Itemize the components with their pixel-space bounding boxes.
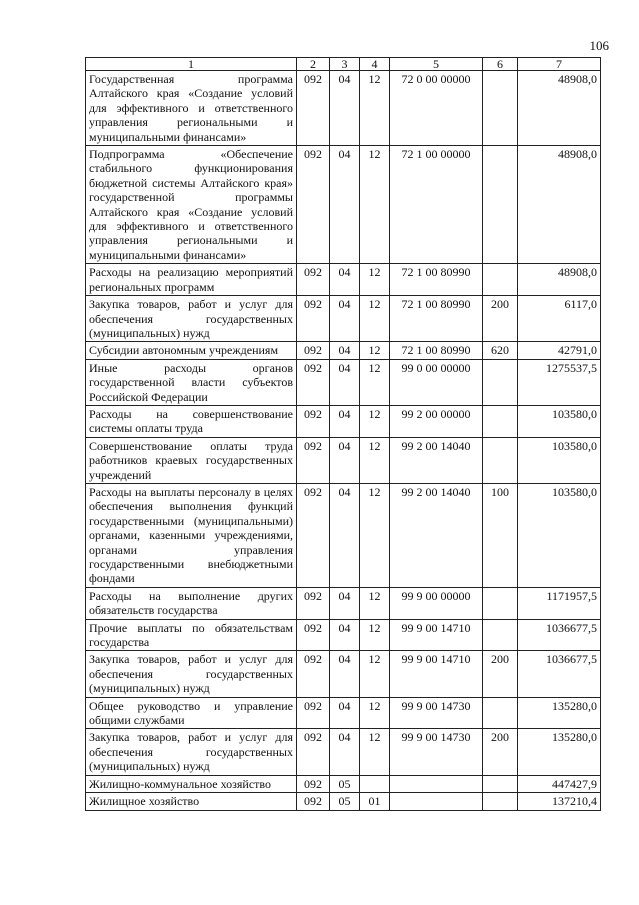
- row-name-cell: Закупка товаров, работ и услуг для обеспечения государственных (муниципальных) нужд: [86, 296, 297, 342]
- row-vr-cell: 200: [483, 729, 518, 775]
- row-name-cell: Общее руководство и управление общими службами: [86, 697, 297, 729]
- row-name-cell: Жилищно-коммунальное хозяйство: [86, 775, 297, 792]
- row-name-cell: Субсидии автономным учреждениям: [86, 342, 297, 359]
- row-pr-cell: 12: [360, 437, 390, 483]
- row-sum-cell: 135280,0: [518, 697, 601, 729]
- row-csr-cell: 72 1 00 00000: [390, 146, 483, 264]
- table-row: [86, 146, 601, 264]
- row-sum-cell: 1036677,5: [518, 651, 601, 697]
- row-rz-cell: 05: [330, 793, 360, 810]
- row-rz-cell: 05: [330, 775, 360, 792]
- budget-table: [85, 57, 601, 811]
- row-csr-cell: 72 1 00 80990: [390, 264, 483, 296]
- table-row: [86, 359, 601, 405]
- row-name-cell: Расходы на выполнение других обязательств государства: [86, 587, 297, 619]
- row-gr-cell: 092: [297, 587, 330, 619]
- row-pr-cell: 12: [360, 619, 390, 651]
- row-rz-cell: 04: [330, 71, 360, 146]
- row-sum-cell: 103580,0: [518, 437, 601, 483]
- row-csr-cell: 99 0 00 00000: [390, 359, 483, 405]
- row-name-cell: Расходы на реализацию мероприятий региональных программ: [86, 264, 297, 296]
- header-col-6: 6: [483, 58, 518, 71]
- row-vr-cell: 200: [483, 651, 518, 697]
- row-pr-cell: 12: [360, 587, 390, 619]
- row-sum-cell: 103580,0: [518, 405, 601, 437]
- row-vr-cell: [483, 359, 518, 405]
- row-vr-cell: 200: [483, 296, 518, 342]
- row-csr-cell: 99 9 00 00000: [390, 587, 483, 619]
- row-gr-cell: 092: [297, 264, 330, 296]
- row-gr-cell: 092: [297, 651, 330, 697]
- row-csr-cell: 99 2 00 00000: [390, 405, 483, 437]
- row-rz-cell: 04: [330, 619, 360, 651]
- row-sum-cell: 1275537,5: [518, 359, 601, 405]
- table-row: [86, 264, 601, 296]
- row-gr-cell: 092: [297, 793, 330, 810]
- header-col-1: 1: [86, 58, 297, 71]
- row-vr-cell: [483, 146, 518, 264]
- row-gr-cell: 092: [297, 697, 330, 729]
- row-csr-cell: 99 9 00 14730: [390, 729, 483, 775]
- row-pr-cell: 12: [360, 729, 390, 775]
- table-row: [86, 437, 601, 483]
- row-name-cell: Подпрограмма «Обеспечение стабильного функционирования бюджетной системы Алтайского края» государственной программы Алтайского края «Создание условий для эффективного и ответственного управления региональными и муниципальными финансами»: [86, 146, 297, 264]
- table-row: [86, 729, 601, 775]
- row-csr-cell: 99 9 00 14710: [390, 619, 483, 651]
- row-sum-cell: 137210,4: [518, 793, 601, 810]
- table-row: [86, 342, 601, 359]
- row-pr-cell: [360, 775, 390, 792]
- row-pr-cell: 12: [360, 264, 390, 296]
- row-csr-cell: 72 1 00 80990: [390, 342, 483, 359]
- row-sum-cell: 42791,0: [518, 342, 601, 359]
- row-rz-cell: 04: [330, 587, 360, 619]
- header-col-3: 3: [330, 58, 360, 71]
- row-pr-cell: 12: [360, 342, 390, 359]
- row-name-cell: Государственная программа Алтайского края «Создание условий для эффективного и ответственного управления региональными и муниципальными финансами»: [86, 71, 297, 146]
- table-row: [86, 697, 601, 729]
- row-sum-cell: 6117,0: [518, 296, 601, 342]
- row-name-cell: Расходы на совершенствование системы оплаты труда: [86, 405, 297, 437]
- row-sum-cell: 1036677,5: [518, 619, 601, 651]
- header-col-4: 4: [360, 58, 390, 71]
- table-row: [86, 775, 601, 792]
- row-name-cell: Расходы на выплаты персоналу в целях обеспечения выполнения функций государственными (муниципальными) органами, казенными учреждениями, органами управления государственными внебюджетными фондами: [86, 483, 297, 587]
- row-rz-cell: 04: [330, 483, 360, 587]
- row-vr-cell: [483, 793, 518, 810]
- row-rz-cell: 04: [330, 359, 360, 405]
- table-row: [86, 405, 601, 437]
- row-sum-cell: 447427,9: [518, 775, 601, 792]
- header-col-2: 2: [297, 58, 330, 71]
- row-vr-cell: [483, 775, 518, 792]
- row-vr-cell: [483, 619, 518, 651]
- row-pr-cell: 12: [360, 651, 390, 697]
- row-gr-cell: 092: [297, 359, 330, 405]
- header-col-5: 5: [390, 58, 483, 71]
- row-csr-cell: [390, 775, 483, 792]
- row-rz-cell: 04: [330, 651, 360, 697]
- row-vr-cell: [483, 264, 518, 296]
- row-gr-cell: 092: [297, 405, 330, 437]
- row-rz-cell: 04: [330, 264, 360, 296]
- row-name-cell: Закупка товаров, работ и услуг для обеспечения государственных (муниципальных) нужд: [86, 729, 297, 775]
- row-csr-cell: [390, 793, 483, 810]
- row-rz-cell: 04: [330, 296, 360, 342]
- row-rz-cell: 04: [330, 437, 360, 483]
- row-name-cell: Иные расходы органов государственной власти субъектов Российской Федерации: [86, 359, 297, 405]
- row-sum-cell: 1171957,5: [518, 587, 601, 619]
- row-vr-cell: [483, 71, 518, 146]
- table-row: [86, 296, 601, 342]
- row-gr-cell: 092: [297, 729, 330, 775]
- header-col-7: 7: [518, 58, 601, 71]
- table-row: [86, 71, 601, 146]
- row-vr-cell: 100: [483, 483, 518, 587]
- table-body: [86, 71, 601, 811]
- row-rz-cell: 04: [330, 729, 360, 775]
- table-header: [86, 58, 601, 71]
- row-csr-cell: 99 9 00 14710: [390, 651, 483, 697]
- row-csr-cell: 99 2 00 14040: [390, 483, 483, 587]
- row-name-cell: Прочие выплаты по обязательствам государства: [86, 619, 297, 651]
- row-gr-cell: 092: [297, 296, 330, 342]
- row-rz-cell: 04: [330, 146, 360, 264]
- row-rz-cell: 04: [330, 405, 360, 437]
- row-gr-cell: 092: [297, 71, 330, 146]
- row-csr-cell: 72 1 00 80990: [390, 296, 483, 342]
- row-pr-cell: 12: [360, 697, 390, 729]
- row-pr-cell: 12: [360, 71, 390, 146]
- row-sum-cell: 48908,0: [518, 146, 601, 264]
- row-rz-cell: 04: [330, 342, 360, 359]
- row-name-cell: Закупка товаров, работ и услуг для обеспечения государственных (муниципальных) нужд: [86, 651, 297, 697]
- row-pr-cell: 12: [360, 296, 390, 342]
- table-row: [86, 483, 601, 587]
- row-pr-cell: 12: [360, 483, 390, 587]
- table-row: [86, 619, 601, 651]
- row-gr-cell: 092: [297, 342, 330, 359]
- row-rz-cell: 04: [330, 697, 360, 729]
- row-gr-cell: 092: [297, 619, 330, 651]
- row-pr-cell: 12: [360, 146, 390, 264]
- row-pr-cell: 01: [360, 793, 390, 810]
- row-csr-cell: 99 2 00 14040: [390, 437, 483, 483]
- row-name-cell: Жилищное хозяйство: [86, 793, 297, 810]
- row-sum-cell: 103580,0: [518, 483, 601, 587]
- table-row: [86, 793, 601, 810]
- row-sum-cell: 135280,0: [518, 729, 601, 775]
- table-row: [86, 651, 601, 697]
- row-sum-cell: 48908,0: [518, 264, 601, 296]
- row-csr-cell: 99 9 00 14730: [390, 697, 483, 729]
- row-name-cell: Совершенствование оплаты труда работников краевых государственных учреждений: [86, 437, 297, 483]
- row-pr-cell: 12: [360, 405, 390, 437]
- row-gr-cell: 092: [297, 775, 330, 792]
- row-gr-cell: 092: [297, 437, 330, 483]
- row-gr-cell: 092: [297, 483, 330, 587]
- page-number: 106: [589, 38, 609, 53]
- row-csr-cell: 72 0 00 00000: [390, 71, 483, 146]
- row-vr-cell: [483, 437, 518, 483]
- row-vr-cell: [483, 587, 518, 619]
- row-gr-cell: 092: [297, 146, 330, 264]
- row-pr-cell: 12: [360, 359, 390, 405]
- row-vr-cell: [483, 405, 518, 437]
- row-sum-cell: 48908,0: [518, 71, 601, 146]
- row-vr-cell: [483, 697, 518, 729]
- table-row: [86, 587, 601, 619]
- row-vr-cell: 620: [483, 342, 518, 359]
